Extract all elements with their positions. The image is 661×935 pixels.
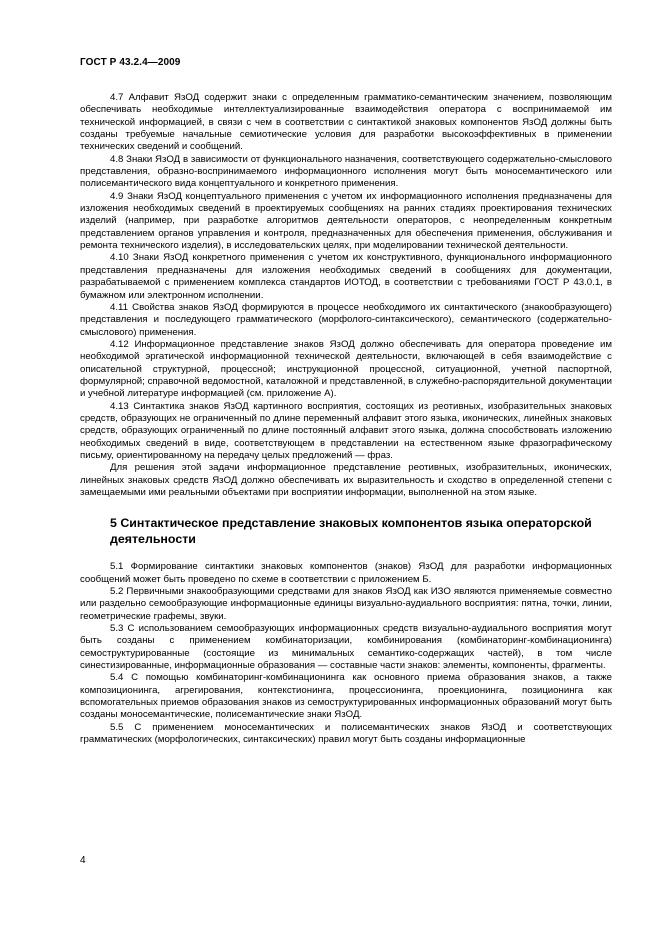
section-5-title: 5 Синтактическое представление знаковых компонентов языка операторской деятельности xyxy=(110,516,592,546)
page-header-standard-code: ГОСТ Р 43.2.4—2009 xyxy=(80,57,181,68)
paragraph-4-13-continuation: Для решения этой задачи информационное представление реотивных, изобразительных, иконических, линейных знаковых средств ЯзОД должно обеспечивать их выразительность и сходство в определенной степени с замещаемыми ими реальными объектами при восприятии информации, выполненной на этом языке. xyxy=(80,462,612,498)
paragraph-4-12: 4.12 Информационное представление знаков ЯзОД должно обеспечивать для оператора проведение им необходимой эргатической информационной технической деятельности, включающей в себя взаимодействие с описательной структурной, процессной; инструкционной процессной, ситуационной, учетной паспортной, формулярной; справочной ведомостной, каталожной и представленной, в служебно-распорядительной документации и учебной литературе информацией (см. приложение А). xyxy=(80,338,612,400)
paragraph-4-10: 4.10 Знаки ЯзОД конкретного применения с учетом их конструктивного, функционального информационного представления предназначены для изложения необходимых сведений в сообщениях для документации, разрабатываемой с применением комплекса стандартов ИОТОД, в соответствии с требованиями ГОСТ Р 43.0.1, в бумажном или электронном исполнении. xyxy=(80,252,612,301)
paragraph-4-8: 4.8 Знаки ЯзОД в зависимости от функционального назначения, соответствующего содержательно-смыслового представления, образно-воспринимаемого информационного исполнения могут быть моносемантического или полисемантического вида концептуального и конкретного применения. xyxy=(80,153,612,190)
page-number: 4 xyxy=(80,855,86,866)
paragraph-5-3: 5.3 С использованием семообразующих информационных средств визуально-аудиального восприятия могут быть созданы с применением комбинаторизации, комбинирования (комбинаторинг-комбинационинга) семоструктурированные (состоящие из минимальных семантико-содержащих частей), в том числе синестизированные, информационные образования — составные части знаков: элементы, компоненты, фрагменты. xyxy=(80,623,612,672)
paragraph-4-11: 4.11 Свойства знаков ЯзОД формируются в процессе необходимого их синтактического (знакообразующего) представления и последующего грамматического (морфолого-синтаксического), семантического (содержательно-смыслового) применения. xyxy=(80,301,612,338)
document-body xyxy=(80,92,612,747)
paragraph-5-5: 5.5 С применением моносемантических и полисемантических знаков ЯзОД и соответствующих грамматических (морфологических, синтаксических) правил могут быть созданы информационные xyxy=(80,721,612,746)
paragraph-5-4: 5.4 С помощью комбинаторинг-комбинационинга как основного приема образования знаков, а также композиционинга, агрегирования, контекстионинга, процессионинга, проекционинга, позиционинга как вспомогательных приемов образования знаков из семоструктурированных информационных образований могут быть созданы моносемантические, полисемантические знаки ЯзОД. xyxy=(80,672,612,721)
paragraph-4-9: 4.9 Знаки ЯзОД концептуального применения с учетом их информационного исполнения предназначены для изложения необходимых сведений в проектируемых сообщениях на ранних стадиях проектирования технических изделий (например, при разработке алгоритмов деятельности операторов, с неопределенным конкретным представлением органов управления и контроля, предназначенных для обеспечения применения, обслуживания и ремонта технического изделия), в исследовательских целях, при моделировании технической деятельности. xyxy=(80,190,612,252)
paragraph-5-2: 5.2 Первичными знакообразующими средствами для знаков ЯзОД как ИЗО являются применяемые совместно или раздельно семообразующие информационные единицы визуально-аудиального восприятия: пятна, точки, линии, геометрические графемы, звуки. xyxy=(80,586,612,622)
paragraph-4-7: 4.7 Алфавит ЯзОД содержит знаки с определенным грамматико-семантическим значением, позволяющим обеспечивать необходимые интеллектуализированные взаимодействия оператора с воспринимаемой им технической информацией, в связи с чем в соответствии с синтактикой знаковых компонентов ЯзОД должны быть созданы требуемые начальные семиотические условия для разработки высокоэффективных в применении технических сведений и сообщений. xyxy=(80,92,612,153)
paragraph-4-13: 4.13 Синтактика знаков ЯзОД картинного восприятия, состоящих из реотивных, изобразительных знаковых средств, образующих не ограниченный по длине переменный алфавит этого языка, иконических, линейных знаковых средств, образующих ограниченный по длине постоянный алфавит этого языка, должна способствовать изложению необходимых сведений в виде, соответствующем в представлении на естественном языке фразографическому письму, ориентированному на передачу целых предложений — фраз. xyxy=(80,400,612,461)
paragraph-5-1: 5.1 Формирование синтактики знаковых компонентов (знаков) ЯзОД для разработки информационных сообщений может быть проведено по схеме в соответствии с приложением Б. xyxy=(80,561,612,585)
